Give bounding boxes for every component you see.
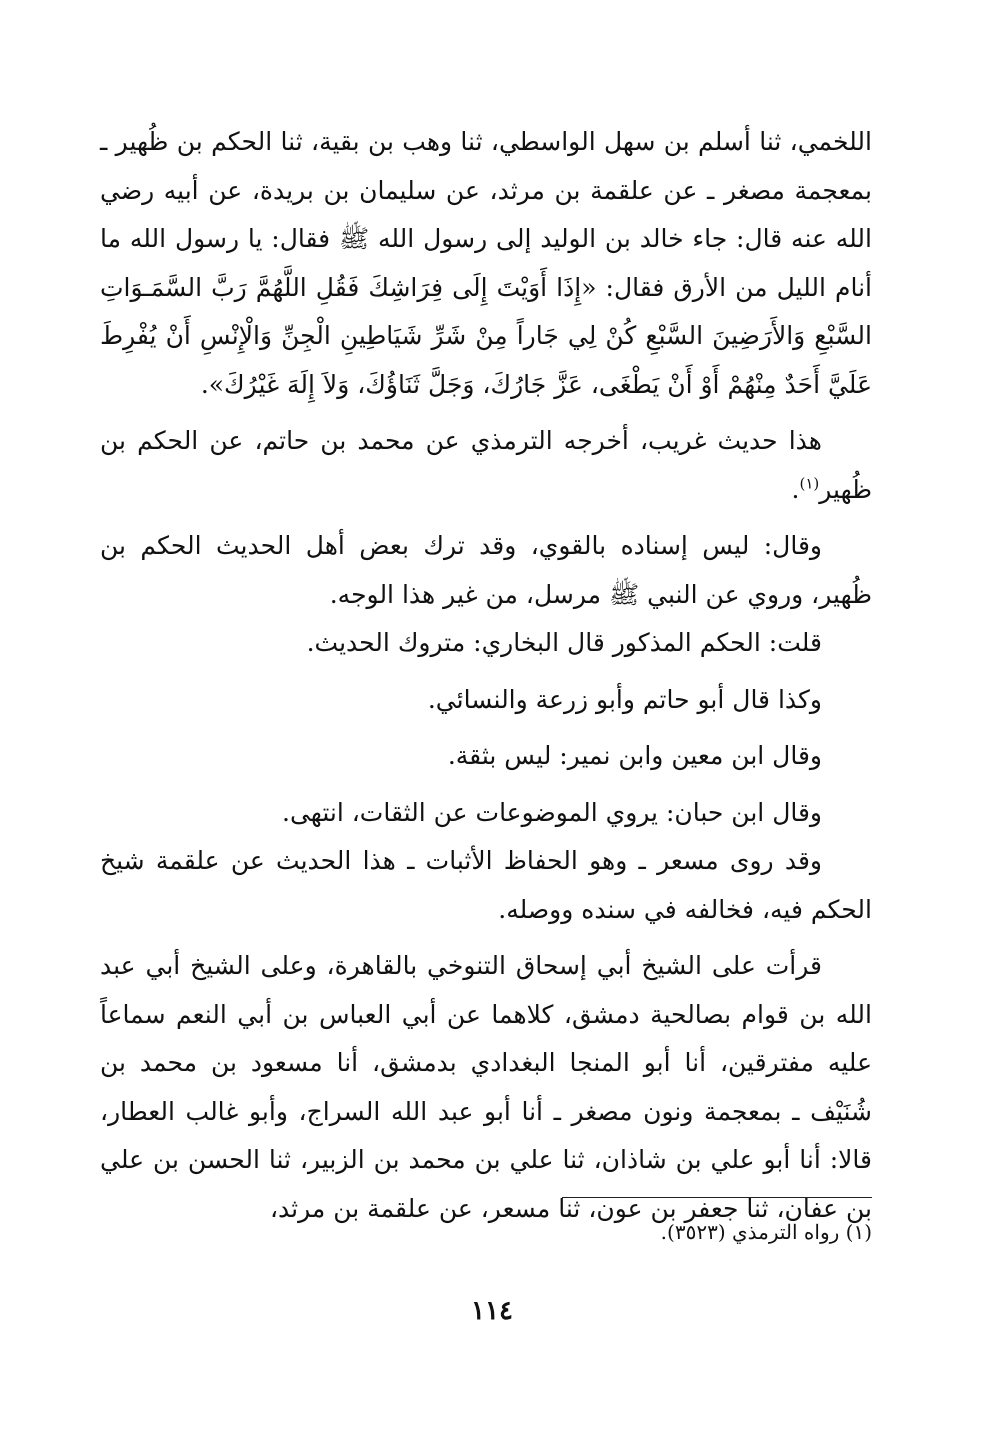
- paragraph-misar-note: وقد روى مسعر ـ وهو الحفاظ الأثبات ـ هذا الحديث عن علقمة شيخ الحكم فيه، فخالفه في سنده ووصله.: [100, 846, 872, 924]
- page-body: [100, 118, 872, 1233]
- paragraph-abu-hatim-note: وكذا قال أبو حاتم وأبو زرعة والنسائي.: [427, 684, 822, 714]
- paragraph-tirmidhi-comment: وقال: ليس إسناده بالقوي، وقد ترك بعض أهل الحديث الحكم بن ظُهير، وروي عن النبي ﷺ مرسل، من غير هذا الوجه.: [100, 531, 872, 609]
- paragraph-bukhari-note: قلت: الحكم المذكور قال البخاري: متروك الحديث.: [306, 628, 822, 657]
- paragraph-ibn-maeen-note: وقال ابن معين وابن نمير: ليس بثقة.: [447, 741, 822, 770]
- paragraph-grading: [100, 417, 872, 514]
- footnote-reference[interactable]: (١): [799, 474, 820, 493]
- paragraph-hadith-chain: اللخمي، ثنا أسلم بن سهل الواسطي، ثنا وهب بن بقية، ثنا الحكم بن ظُهير ـ بمعجمة مصغر ـ عن علقمة بن مرثد، عن سليمان بن بريدة، عن أبيه رضي الله عنه قال: جاء خالد بن الوليد إلى رسول الله ﷺ فقال: يا رسول الله ما أنام الليل من الأرق فقال: «إِذَا أَوَيْتَ إِلَى فِرَاشِكَ فَقُلِ اللَّهُمَّ رَبَّ السَّمَـوَاتِ السَّبْعِ وَالأَرَضِينَ السَّبْعِ كُنْ لِي جَاراً مِنْ شَرِّ شَيَاطِينِ الْجِنِّ وَالْإِنْسِ أَنْ يُفْرِطَ عَلَيَّ أَحَدٌ مِنْهُمْ أَوْ أَنْ يَطْغَى، عَزَّ جَارُكَ، وَجَلَّ ثَنَاؤُكَ، وَلاَ إِلَهَ غَيْرُكَ».: [100, 127, 872, 399]
- paragraph-reading-chain: قرأت على الشيخ أبي إسحاق التنوخي بالقاهرة، وعلى الشيخ أبي عبد الله بن قوام بصالحية دمشق، كلاهما عن أبي العباس بن أبي النعم سماعاً عليه مفترقين، أنا أبو المنجا البغدادي بدمشق، أنا مسعود بن محمد بن شُنَيْف ـ بمعجمة ونون مصغر ـ أنا أبو عبد الله السراج، وأبو غالب العطار، قالا: أنا أبو علي بن شاذان، ثنا علي بن محمد بن الزبير، ثنا الحسن بن علي بن عفان، ثنا جعفر بن عون، ثنا مسعر، عن علقمة بن مرثد،: [100, 951, 872, 1223]
- footnote-divider: [562, 1197, 872, 1198]
- paragraph-ibn-hibban-note: وقال ابن حبان: يروي الموضوعات عن الثقات، انتهى.: [282, 797, 822, 827]
- paragraph-grading-tail: .: [791, 474, 800, 504]
- footnote: (١) رواه الترمذي (٣٥٢٣).: [660, 1220, 872, 1244]
- page-number: ١١٤: [471, 1296, 513, 1326]
- paragraph-grading-text: هذا حديث غريب، أخرجه الترمذي عن محمد بن حاتم، عن الحكم بن ظُهير: [100, 426, 872, 504]
